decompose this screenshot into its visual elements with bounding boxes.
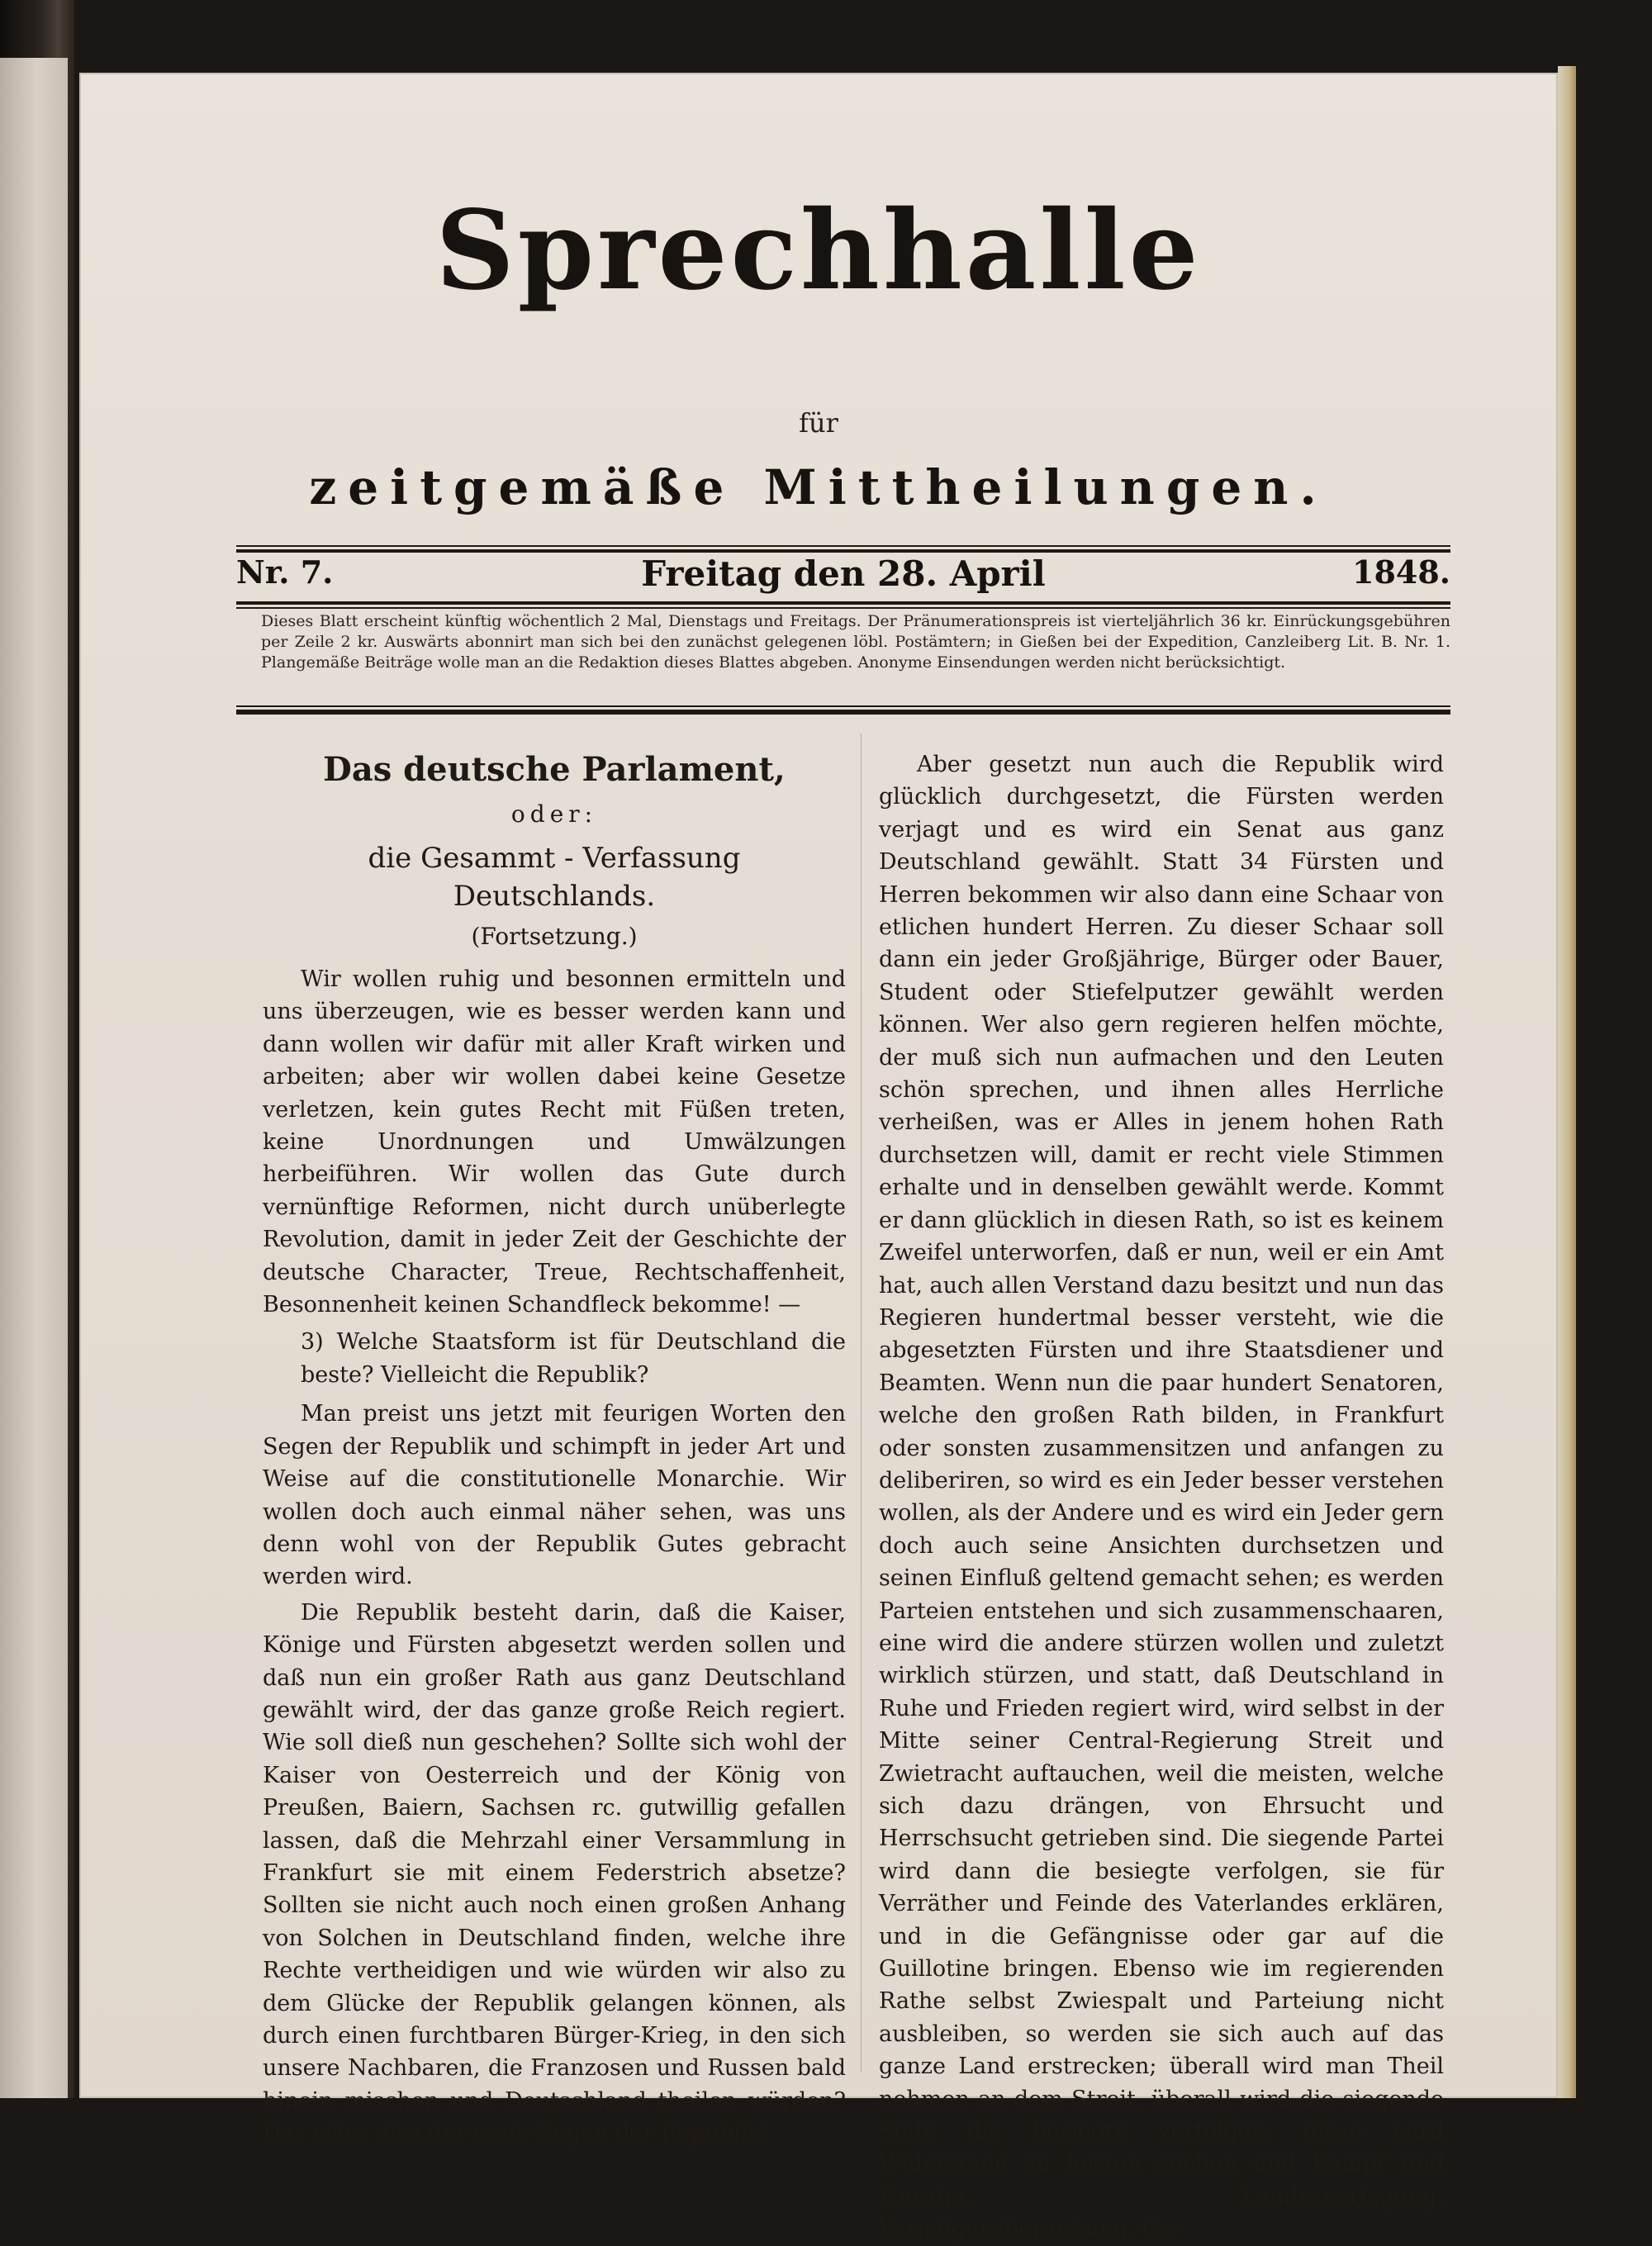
paragraph: Man preist uns jetzt mit feurigen Worten den Segen der Republik und schimpft in jeder Art und Weise auf die constitutionelle Monarchie. Wir wollen doch auch einmal näher sehen, was uns denn wohl von der Republik Gutes gebracht werden wird. (263, 1401, 846, 1590)
rule-under-issue-thick (236, 601, 1450, 605)
rule-top-thick (236, 549, 1450, 553)
issue-date: Freitag den 28. April (641, 553, 1046, 594)
facing-page-edge (0, 58, 68, 2098)
subscription-notice: Dieses Blatt erscheint künftig wöchentlich 2 Mal, Dienstags und Freitags. Der Pränumerationspreis ist vierteljährlich 36 kr. Einrückungsgebühren per Zeile 2 kr. Auswärts abonnirt man sich bei den zunächst gelegenen löbl. Postämtern; in Gießen bei der Expedition, Canzleiberg Lit. B. Nr. 1. Plangemäße Beiträge wolle man an die Redaktion dieses Blattes abgeben. Anonyme Einsendungen werden nicht berücksichtigt. (261, 612, 1450, 672)
rule-under-issue-thin (236, 607, 1450, 609)
masthead-fuer: für (799, 407, 838, 439)
article-oder: oder: (510, 800, 598, 828)
paragraph: Aber gesetzt nun auch die Republik wird glücklich durchgesetzt, die Fürsten werden verjagt und es wird ein Senat aus ganz Deutschland gewählt. Statt 34 Fürsten und Herren bekommen wir also dann eine Schaar von etlichen hundert Herren. Zu dieser Schaar soll dann ein jeder Großjährige, Bürger oder Bauer, Student oder Stiefelputzer gewählt werden können. Wer also gern regieren helfen möchte, der muß sich nun aufmachen und den Leuten schön sprechen, und ihnen alles Herrliche verheißen, was er Alles in jenem hohen Rath durchsetzen will, damit er recht viele Stimmen erhalte und in denselben gewählt werde. Kommt er dann glücklich in diesen Rath, so ist es keinem Zweifel unterworfen, daß er nun, weil er ein Amt hat, auch allen Verstand dazu besitzt und nun das Regieren hundertmal besser versteht, wie die abgesetzten Fürsten und ihre Staatsdiener und Beamten. Wenn nun die paar hundert Senatoren, welche den großen Rath bilden, in Frankfurt oder sonsten zusammensitzen und anfangen zu deliberiren, so wird es ein Jeder besser verstehen wollen, als der Andere und es wird ein Jeder gern doch auch seine Ansichten durchsetzen und seinen Einfluß geltend gemacht sehen; es werden Parteien entstehen und sich zusammenschaaren, eine wird die andere stürzen wollen und zuletzt wirklich stürzen, und statt, daß Deutschland in Ruhe und Frieden regiert wird, wird selbst in der Mitte seiner Central-Regierung Streit und Zwietracht auftauchen, weil die meisten, welche sich dazu drängen, von Ehrsucht und Herrschsucht getrieben sind. Die siegende Partei wird dann die besiegte verfolgen, sie für Verräther und Feinde des Vaterlandes erklären, und in die Gefängnisse oder gar auf die Guillotine bringen. Ebenso wie im regierenden Rathe selbst Zwiespalt und Parteiung nicht ausbleiben, so werden sie sich auch auf das ganze Land erstrecken; überall wird man Theil nehmen an dem Streit, überall wird die siegende Seite die besiegte verfolgen; diese wird Widerstand zu leisten suchen und Kampf und Unruhe, Landesverjagung, Vermögensberaubung, Ge- (879, 752, 1444, 2243)
page-edge-right (1558, 66, 1576, 2098)
issue-year: 1848. (1352, 553, 1450, 591)
rule-notice-thick (236, 710, 1450, 715)
paragraph: Die Republik besteht darin, daß die Kaiser, Könige und Fürsten abgesetzt werden sollen und daß nun ein großer Rath aus ganz Deutschland gewählt wird, der das ganze große Reich regiert. Wie soll dieß nun geschehen? Sollte sich wohl der Kaiser von Oesterreich und der König von Preußen, Baiern, Sachsen rc. gutwillig gefallen lassen, daß die Mehrzahl einer Versammlung in Frankfurt sie mit einem Federstrich absetze? Sollten sie nicht auch noch einen großen Anhang von Solchen in Deutschland finden, welche ihre Rechte vertheidigen und wie würden wir also zu dem Glücke der Republik gelangen können, als durch einen furchtbaren Bürger-Krieg, in den sich unsere Nachbaren, die Franzosen und Russen bald hinein mischen und Deutschland theilen würden? Das wäre also der erste Segen der Republik! (263, 1599, 846, 2147)
article-fortsetzung: (Fortsetzung.) (471, 923, 638, 950)
rule-top-thin (236, 545, 1450, 547)
masthead-title: Sprechhalle (435, 187, 1202, 315)
article-title: Das deutsche Parlament, (323, 750, 786, 789)
newspaper-page (79, 73, 1558, 2243)
column-right (879, 748, 1444, 2246)
rule-notice-thin (236, 705, 1450, 707)
column-divider (861, 734, 862, 2072)
issue-line (236, 553, 1450, 603)
issue-number: Nr. 7. (236, 553, 334, 591)
article-subtitle: die Gesammt - Verfassung Deutschlands. (368, 842, 741, 913)
column-left (263, 748, 846, 2150)
masthead-subtitle: zeitgemäße Mittheilungen. (309, 459, 1328, 515)
question-heading: 3) Welche Staatsform ist für Deutschland die beste? Vielleicht die Republik? (301, 1329, 846, 1388)
paragraph: Wir wollen ruhig und besonnen ermitteln und uns überzeugen, wie es besser werden kann und dann wollen wir dafür mit aller Kraft wirken und arbeiten; aber wir wollen dabei keine Gesetze verletzen, kein gutes Recht mit Füßen treten, keine Unordnungen und Umwälzungen herbeiführen. Wir wollen das Gute durch vernünftige Reformen, nicht durch unüberlegte Revolution, damit in jeder Zeit der Geschichte der deutsche Character, Treue, Rechtschaffenheit, Besonnenheit keinen Schandfleck bekomme! — (263, 966, 846, 1318)
